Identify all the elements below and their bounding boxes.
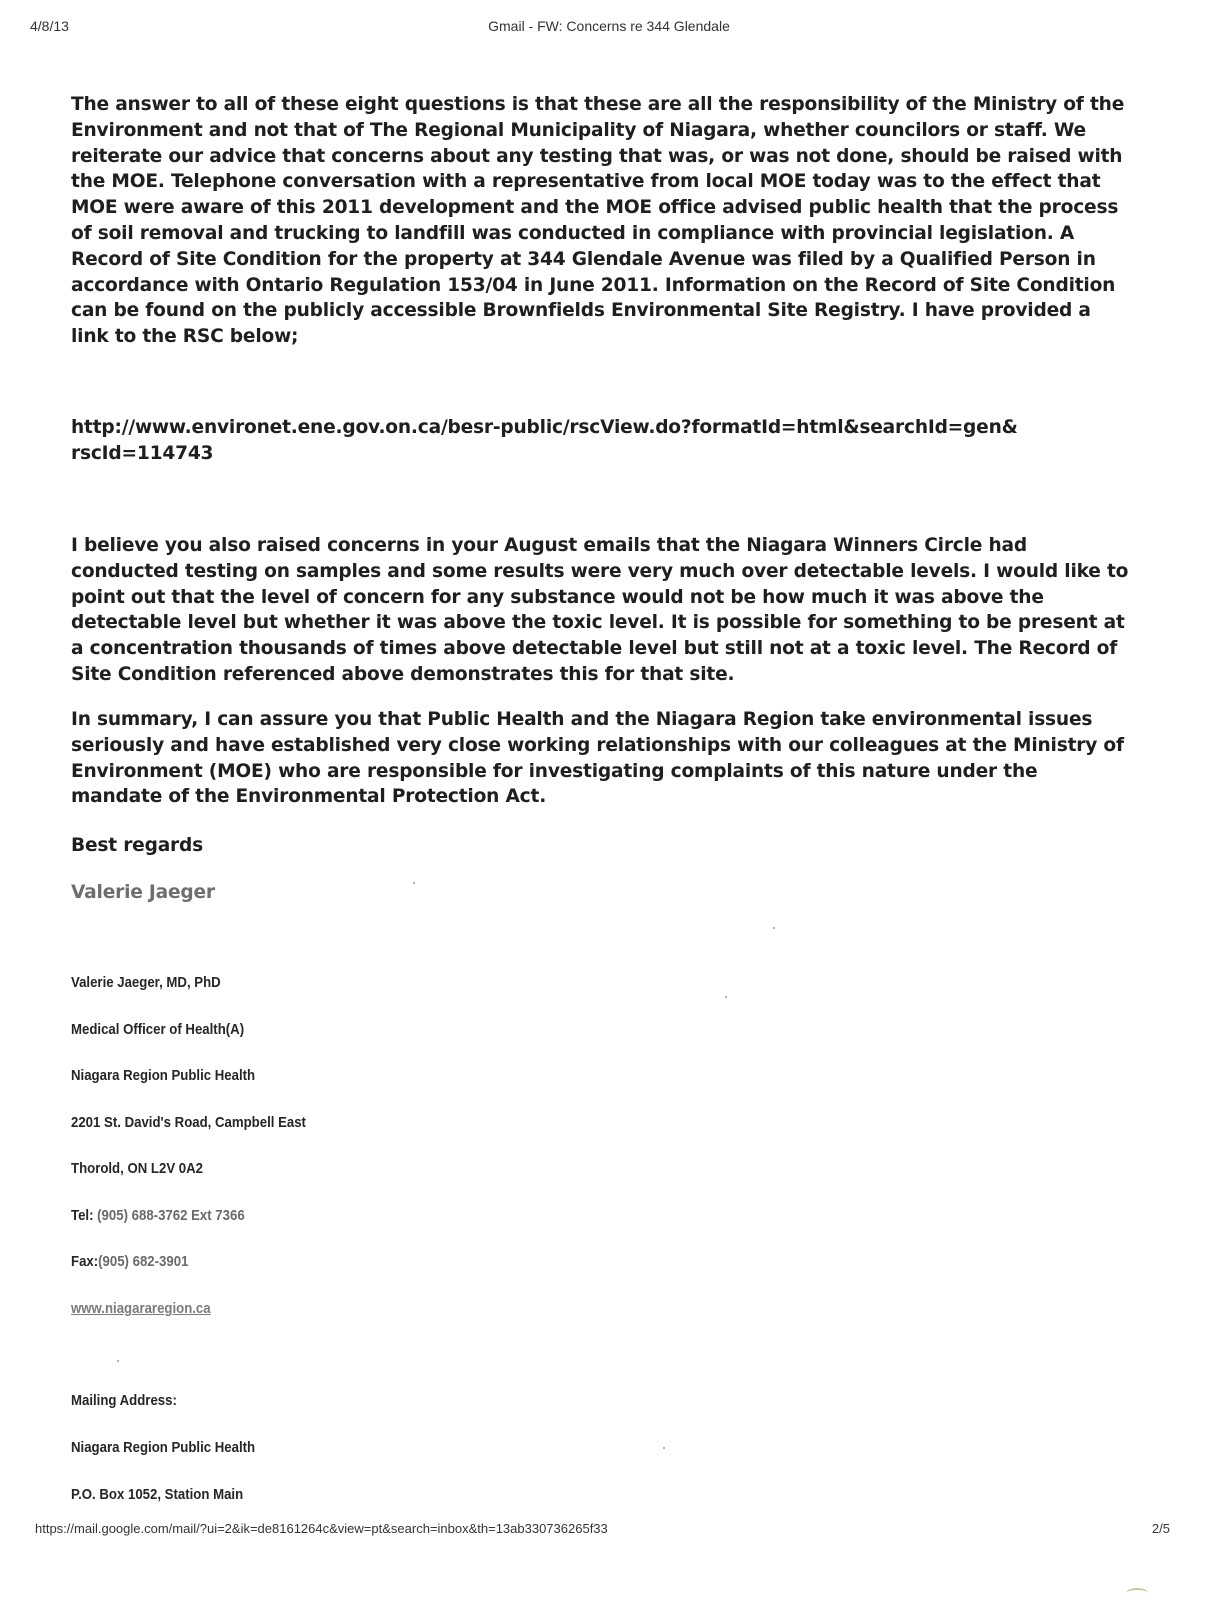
paragraph-detectable-levels: I believe you also raised concerns in your August emails that the Niagara Winners Circle had conducted testing on samples and some results were very much over detectable levels. I would like to point out that the level of concern for any substance would not be how much it was above the detectable level but whether it was above the toxic level. It is possible for something to be present at a concentration thousands of times above detectable level but still not at a toxic level. The Record of Site Condition referenced above demonstrates this for that site. [71,535,1129,685]
paragraph-moe-responsibility: The answer to all of these eight questions is that these are all the responsibility of the Ministry of the Environment and not that of The Regional Municipality of Niagara, whether councilors or staff. We reiterate our advice that concerns about any testing that was, or was not done, should be raised with the MOE. Telephone conversation with a representative from local MOE today was to the effect that MOE were aware of this 2011 development and the MOE office advised public health that the process of soil removal and trucking to landfill was conducted in compliance with provincial legislation. A Record of Site Condition for the property at 344 Glendale Avenue was filed by a Qualified Person in accordance with Ontario Regulation 153/04 in June 2011. Information on the Record of Site Condition can be found on the publicly accessible Brownfields Environmental Site Registry. I have provided a link to the RSC below; [71,94,1125,348]
paragraph-summary: In summary, I can assure you that Public Health and the Niagara Region take environmental issues seriously and have established very close working relationships with our colleagues at the Ministry of Environment (MOE) who are responsible for investigating complaints of this nature under the mandate of the Environmental Protection Act. [71,709,1124,808]
print-url: https://mail.google.com/mail/?ui=2&ik=de8161264c&view=pt&search=inbox&th=13ab330736265f33 [35,1521,608,1536]
sig-full-name: Valerie Jaeger, MD, PhD [71,974,221,991]
print-title: Gmail - FW: Concerns re 344 Glendale [488,18,730,34]
scan-speck [117,1360,119,1362]
sig-website[interactable] [71,1300,211,1317]
sig-po-box: P.O. Box 1052, Station Main [71,1486,244,1503]
scan-speck [413,882,415,884]
scan-speck [725,996,727,998]
sig-street: 2201 St. David's Road, Campbell East [71,1114,306,1131]
page-number: 2/5 [1151,1521,1170,1536]
rsc-link-line-2[interactable]: rscId=114743 [71,442,214,464]
scan-speck [773,927,775,929]
sig-tel-label: Tel: [71,1207,94,1224]
sig-position: Medical Officer of Health(A) [71,1021,245,1038]
sig-mailing-org: Niagara Region Public Health [71,1439,256,1456]
rsc-link[interactable] [71,415,1131,467]
rsc-link-line-1[interactable]: http://www.environet.ene.gov.on.ca/besr-public/rscView.do?formatId=html&searchId=gen& [71,417,1018,438]
closing: Best regards [71,835,203,856]
sig-mailing-label: Mailing Address: [71,1392,177,1409]
sig-organization: Niagara Region Public Health [71,1067,256,1084]
sig-fax [71,1253,188,1270]
print-date: 4/8/13 [30,18,69,34]
signature-name: Valerie Jaeger [71,882,215,903]
sig-tel [71,1207,245,1224]
sig-tel-value: (905) 688-3762 Ext 7366 [93,1207,245,1224]
website-link[interactable]: www.niagararegion.ca [71,1300,211,1317]
sig-city: Thorold, ON L2V 0A2 [71,1160,204,1177]
sig-fax-label: Fax: [71,1253,99,1270]
sig-fax-value: (905) 682-3901 [98,1253,189,1270]
scan-mark [1126,1588,1148,1598]
scan-speck [663,1447,665,1449]
